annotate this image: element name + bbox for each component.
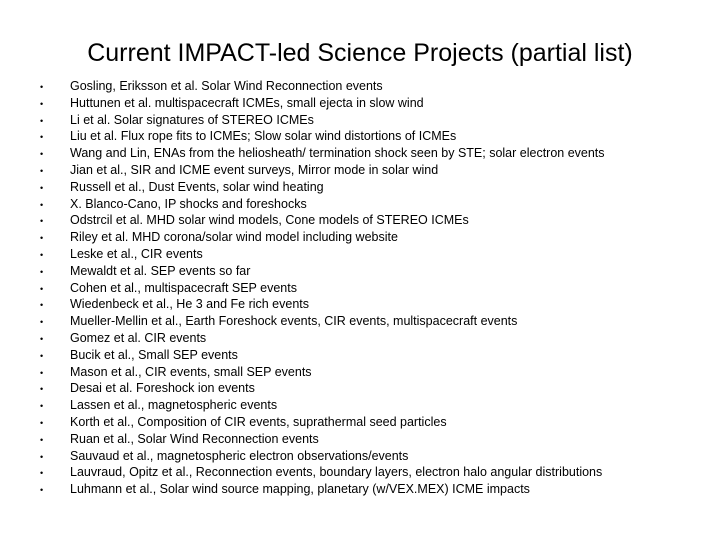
project-description: Huttunen et al. multispacecraft ICMEs, small ejecta in slow wind (70, 95, 424, 110)
bullet-icon: • (40, 417, 44, 428)
project-description: Lassen et al., magnetospheric events (70, 398, 278, 413)
bullet-icon: • (40, 434, 44, 445)
bullet-icon: • (40, 485, 44, 496)
project-list-item (40, 448, 715, 465)
project-description: Ruan et al., Solar Wind Reconnection events (70, 431, 319, 446)
project-list-item (40, 431, 715, 448)
project-description: Wang and Lin, ENAs from the heliosheath/ termination shock seen by STE; solar electron events (70, 146, 605, 161)
project-list-item (40, 481, 715, 498)
bullet-icon: • (40, 300, 44, 311)
bullet-icon: • (40, 384, 44, 395)
bullet-icon: • (40, 182, 44, 193)
bullet-icon: • (40, 249, 44, 260)
project-description: Gomez et al. CIR events (70, 330, 207, 345)
project-description: Riley et al. MHD corona/solar wind model including website (70, 230, 398, 245)
bullet-icon: • (40, 401, 44, 412)
project-list-item (40, 212, 715, 229)
project-description: Mewaldt et al. SEP events so far (70, 263, 251, 278)
project-list-item (40, 464, 715, 481)
bullet-icon: • (40, 115, 44, 126)
bullet-icon: • (40, 98, 44, 109)
bullet-icon: • (40, 266, 44, 277)
project-description: Sauvaud et al., magnetospheric electron observations/events (70, 448, 409, 463)
project-description: Mueller-Mellin et al., Earth Foreshock events, CIR events, multispacecraft events (70, 314, 518, 329)
project-list-item (40, 246, 715, 263)
bullet-icon: • (40, 149, 44, 160)
project-list-item (40, 162, 715, 179)
project-list-item (40, 78, 715, 95)
project-description: Liu et al. Flux rope fits to ICMEs; Slow solar wind distortions of ICMEs (70, 129, 457, 144)
project-list-item (40, 380, 715, 397)
project-list-item (40, 145, 715, 162)
bullet-icon: • (40, 216, 44, 227)
project-description: Odstrcil et al. MHD solar wind models, Cone models of STEREO ICMEs (70, 213, 469, 228)
project-bullet-list (40, 78, 715, 498)
bullet-icon: • (40, 132, 44, 143)
project-list-item (40, 112, 715, 129)
project-list-item (40, 95, 715, 112)
project-list-item (40, 280, 715, 297)
project-description: Wiedenbeck et al., He 3 and Fe rich events (70, 297, 310, 312)
project-description: Korth et al., Composition of CIR events, suprathermal seed particles (70, 414, 447, 429)
bullet-icon: • (40, 367, 44, 378)
project-description: Mason et al., CIR events, small SEP events (70, 364, 312, 379)
project-description: Li et al. Solar signatures of STEREO ICMEs (70, 112, 314, 127)
project-list-item (40, 296, 715, 313)
project-list-item (40, 128, 715, 145)
project-description: Desai et al. Foreshock ion events (70, 381, 255, 396)
bullet-icon: • (40, 451, 44, 462)
project-list-item (40, 397, 715, 414)
bullet-icon: • (40, 233, 44, 244)
project-description: Gosling, Eriksson et al. Solar Wind Reconnection events (70, 79, 383, 93)
project-description: Lauvraud, Opitz et al., Reconnection events, boundary layers, electron halo angular distributions (70, 465, 603, 480)
project-description: Cohen et al., multispacecraft SEP events (70, 280, 297, 295)
project-list-item (40, 347, 715, 364)
project-description: Luhmann et al., Solar wind source mapping, planetary (w/VEX.MEX) ICME impacts (70, 482, 530, 497)
project-description: Russell et al., Dust Events, solar wind heating (70, 179, 324, 194)
project-list-item (40, 179, 715, 196)
project-description: X. Blanco-Cano, IP shocks and foreshocks (70, 196, 307, 211)
bullet-icon: • (40, 82, 44, 92)
bullet-icon: • (40, 165, 44, 176)
slide-title: Current IMPACT-led Science Projects (partial list) (87, 39, 633, 67)
bullet-icon: • (40, 333, 44, 344)
project-list-item (40, 196, 715, 213)
bullet-icon: • (40, 199, 44, 210)
bullet-icon: • (40, 283, 44, 294)
project-list-item (40, 313, 715, 330)
bullet-icon: • (40, 317, 44, 328)
project-list-item (40, 229, 715, 246)
project-list-item (40, 263, 715, 280)
project-description: Bucik et al., Small SEP events (70, 347, 238, 362)
project-list-item (40, 364, 715, 381)
project-description: Jian et al., SIR and ICME event surveys, Mirror mode in solar wind (70, 162, 439, 177)
project-list-item (40, 414, 715, 431)
bullet-icon: • (40, 468, 44, 479)
bullet-icon: • (40, 350, 44, 361)
project-list-item (40, 330, 715, 347)
project-description: Leske et al., CIR events (70, 246, 203, 261)
